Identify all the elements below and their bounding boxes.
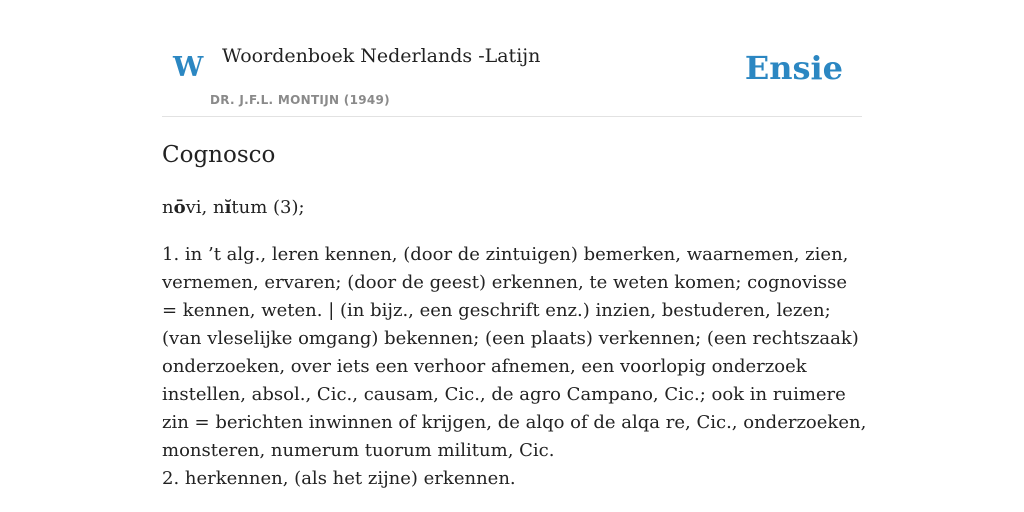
dictionary-logo[interactable]: W: [173, 52, 204, 83]
forms-long-vowel: ō: [173, 197, 186, 218]
dictionary-header: [162, 0, 862, 117]
dictionary-author: DR. J.F.L. MONTIJN (1949): [210, 93, 390, 107]
entry-headword: Cognosco: [162, 142, 276, 168]
forms-part-3: tum (3);: [231, 197, 305, 218]
forms-part-1: n: [162, 197, 174, 218]
entry-forms: [162, 194, 867, 222]
forms-short-vowel: ĭ: [224, 197, 232, 218]
entry-sense-1: 1. in ’t alg., leren kennen, (door de zintuigen) bemerken, waarnemen, zien, vernemen, ervaren; (door de geest) erkennen, te weten komen; cognovisse = kennen, weten. | (in bijz., een geschrift enz.) inzien, bestuderen, lezen; (van vleselijke omgang) bekennen; (een plaats) verkennen; (een rechtszaak) onderzoeken, over iets een verhoor afnemen, een voorlopig onderzoek instellen, absol., Cic., causam, Cic., de agro Campano, Cic.; ook in ruimere zin = berichten inwinnen of krijgen, de alqo of de alqa re, Cic., onderzoeken, monsteren, numerum tuorum militum, Cic.: [162, 244, 867, 461]
ensie-logo[interactable]: Ensie: [744, 49, 843, 87]
dictionary-title: Woordenboek Nederlands -Latijn: [222, 45, 541, 67]
dictionary-entry: [162, 138, 867, 493]
forms-part-2: vi, n: [185, 197, 225, 218]
entry-sense-2: 2. herkennen, (als het zijne) erkennen.: [162, 468, 516, 489]
